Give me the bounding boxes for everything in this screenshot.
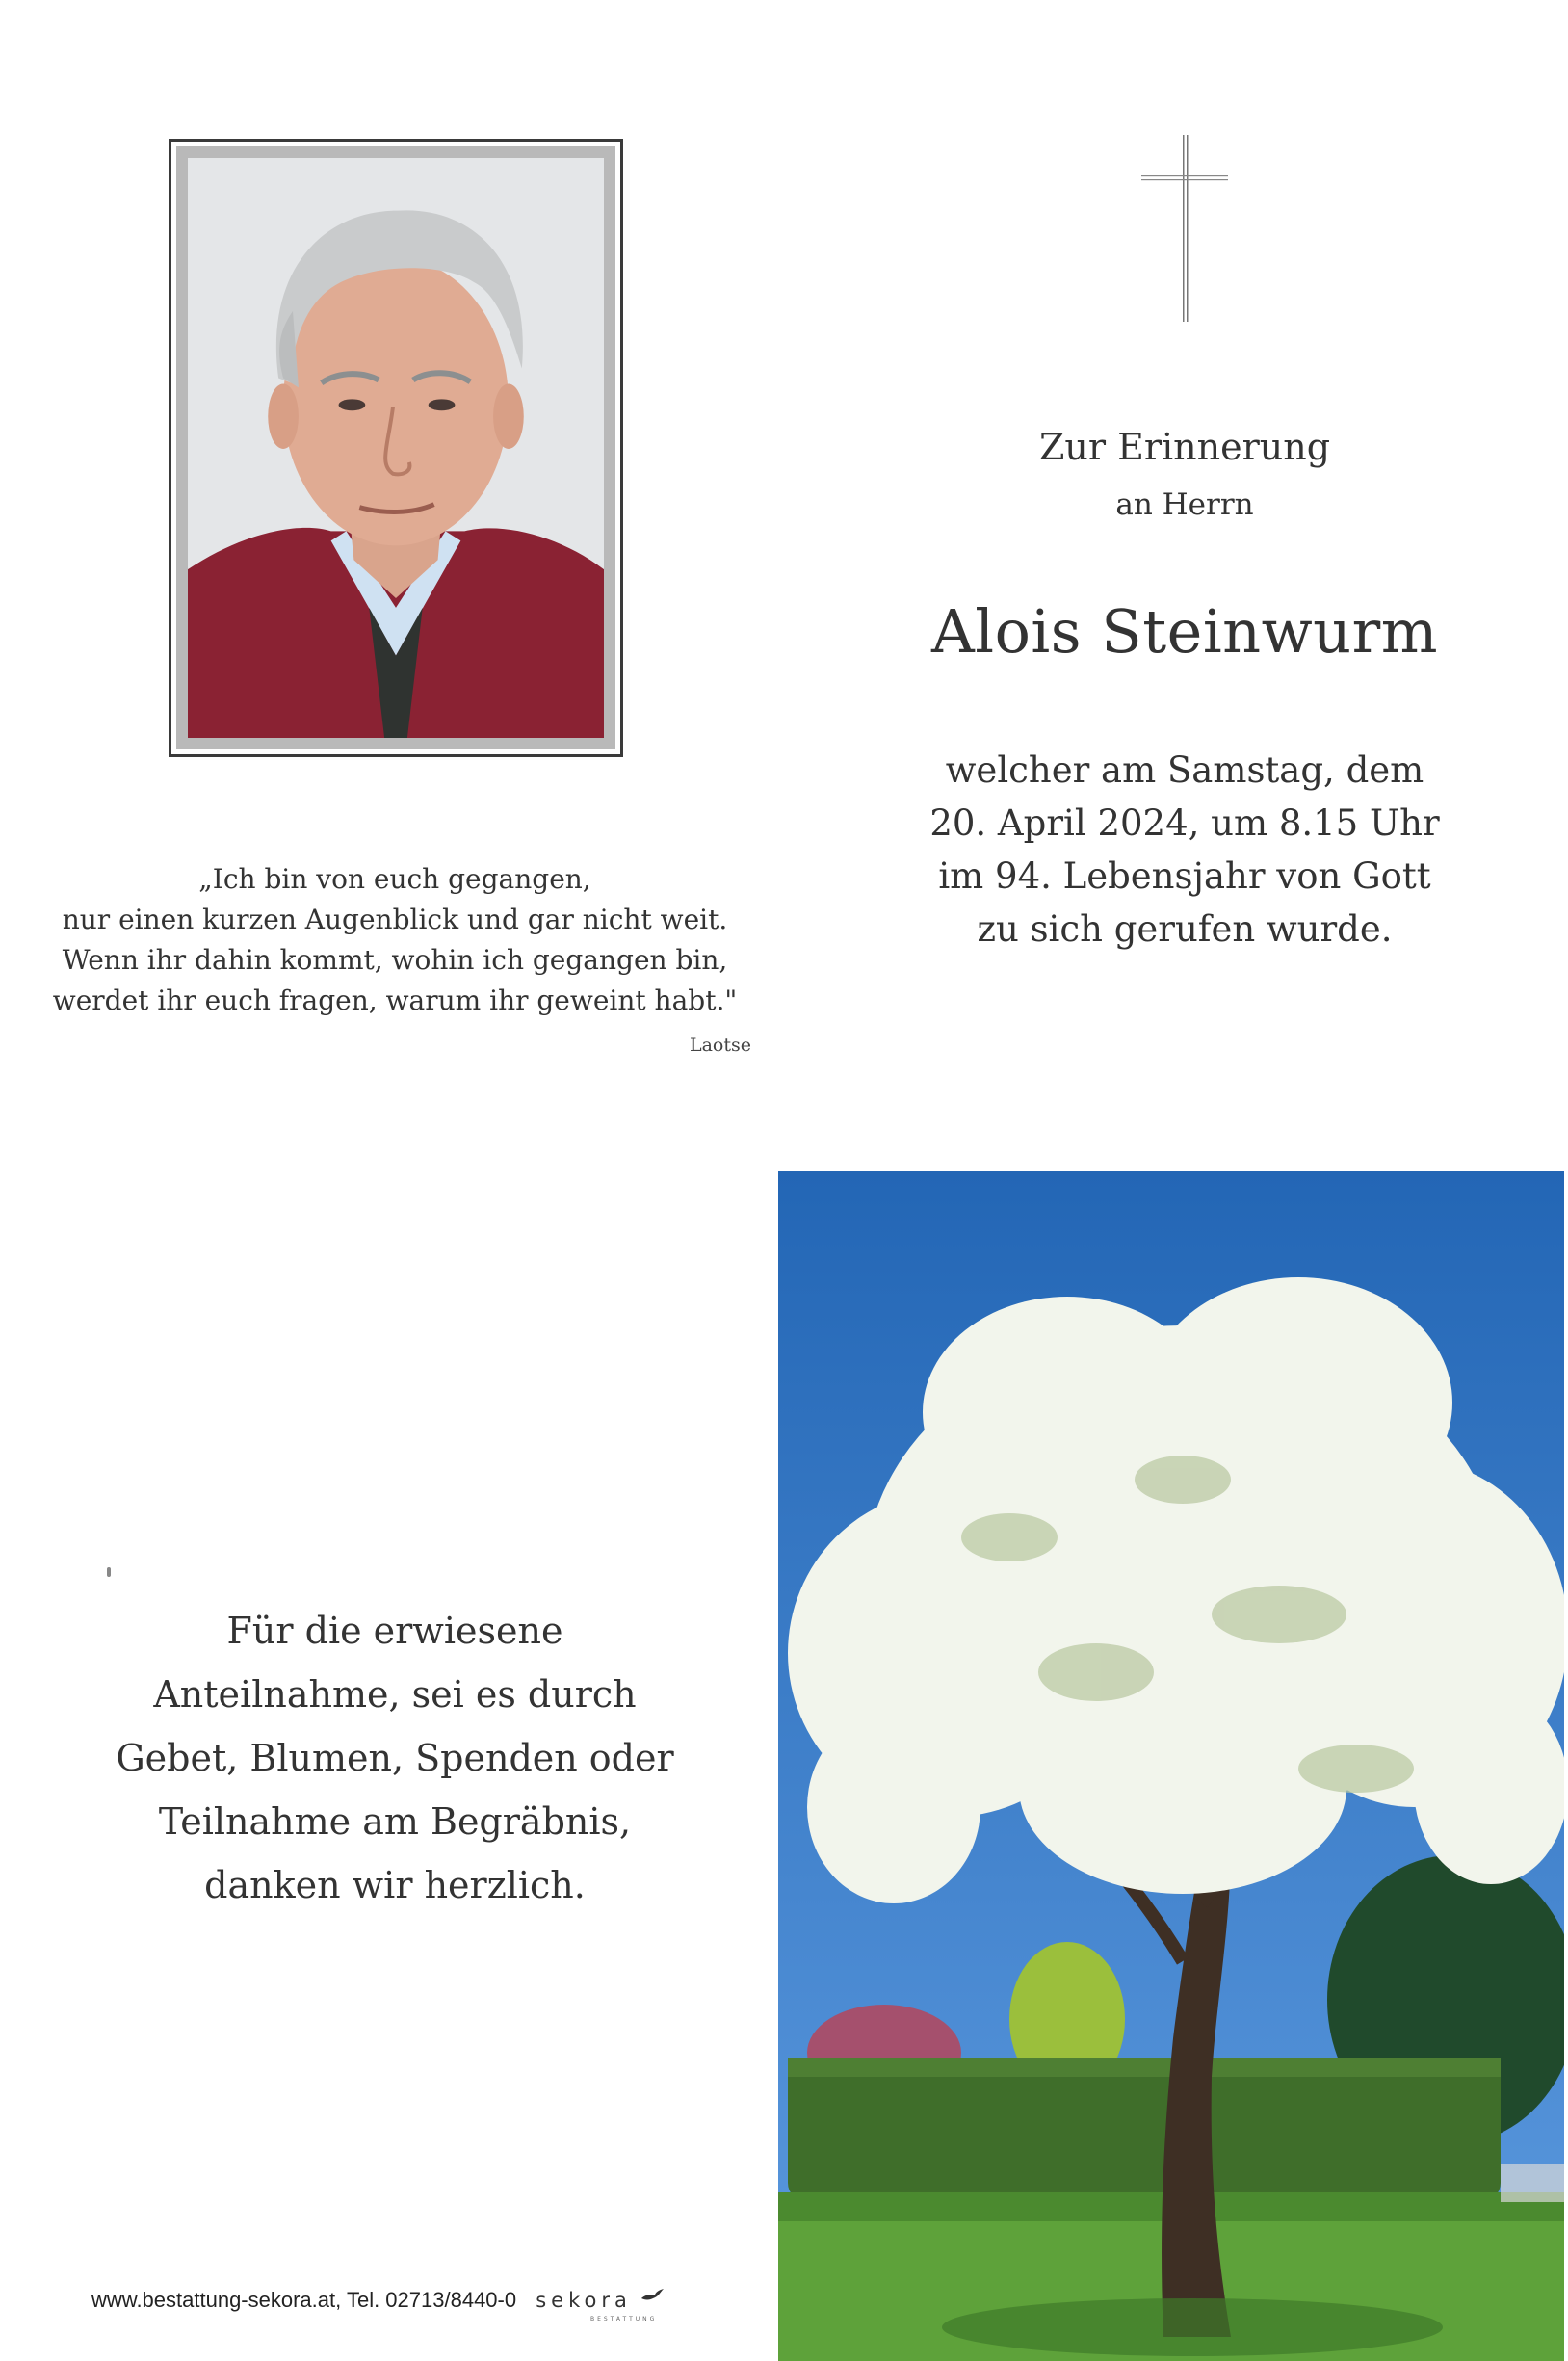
death-notice-line: zu sich gerufen wurde. [977,908,1393,950]
quote [39,859,751,1021]
memorial-heading: Zur Erinnerung [1038,426,1331,468]
death-notice-line: im 94. Lebensjahr von Gott [938,855,1431,897]
quote-line: „Ich bin von euch gegangen, [198,863,591,895]
portrait-photo [176,146,615,749]
death-notice-line: welcher am Samstag, dem [945,749,1424,791]
thanks-line: Teilnahme am Begräbnis, [158,1800,632,1843]
thanks-line: danken wir herzlich. [204,1864,586,1906]
thanks-message [77,1599,713,1917]
memorial-prefix: an Herrn [1115,487,1254,522]
death-notice [867,744,1503,956]
quote-line: werdet ihr euch fragen, warum ihr geweint habt." [52,984,738,1016]
funeral-home-logo: sekora [536,2289,632,2313]
portrait-photo-frame [169,139,623,757]
thanks-line: Anteilnahme, sei es durch [153,1673,637,1716]
footer-contact: www.bestattung-sekora.at, Tel. 02713/8440-0 [91,2288,517,2313]
cross-icon [1141,135,1228,322]
footer [91,2287,766,2331]
scan-speck [107,1567,111,1577]
death-notice-line: 20. April 2024, um 8.15 Uhr [929,802,1440,844]
deceased-name: Alois Steinwurm [930,596,1439,667]
quote-line: Wenn ihr dahin kommt, wohin ich gegangen bin, [62,944,728,976]
thanks-line: Gebet, Blumen, Spenden oder [116,1737,674,1779]
funeral-home-logo-subtitle: BESTATTUNG [590,2316,658,2322]
blossom-tree-photo [778,1171,1564,2361]
quote-line: nur einen kurzen Augenblick und gar nicht weit. [62,904,728,935]
quote-author: Laotse [689,1035,751,1056]
bird-logo-icon [640,2287,665,2304]
thanks-line: Für die erwiesene [226,1610,563,1652]
